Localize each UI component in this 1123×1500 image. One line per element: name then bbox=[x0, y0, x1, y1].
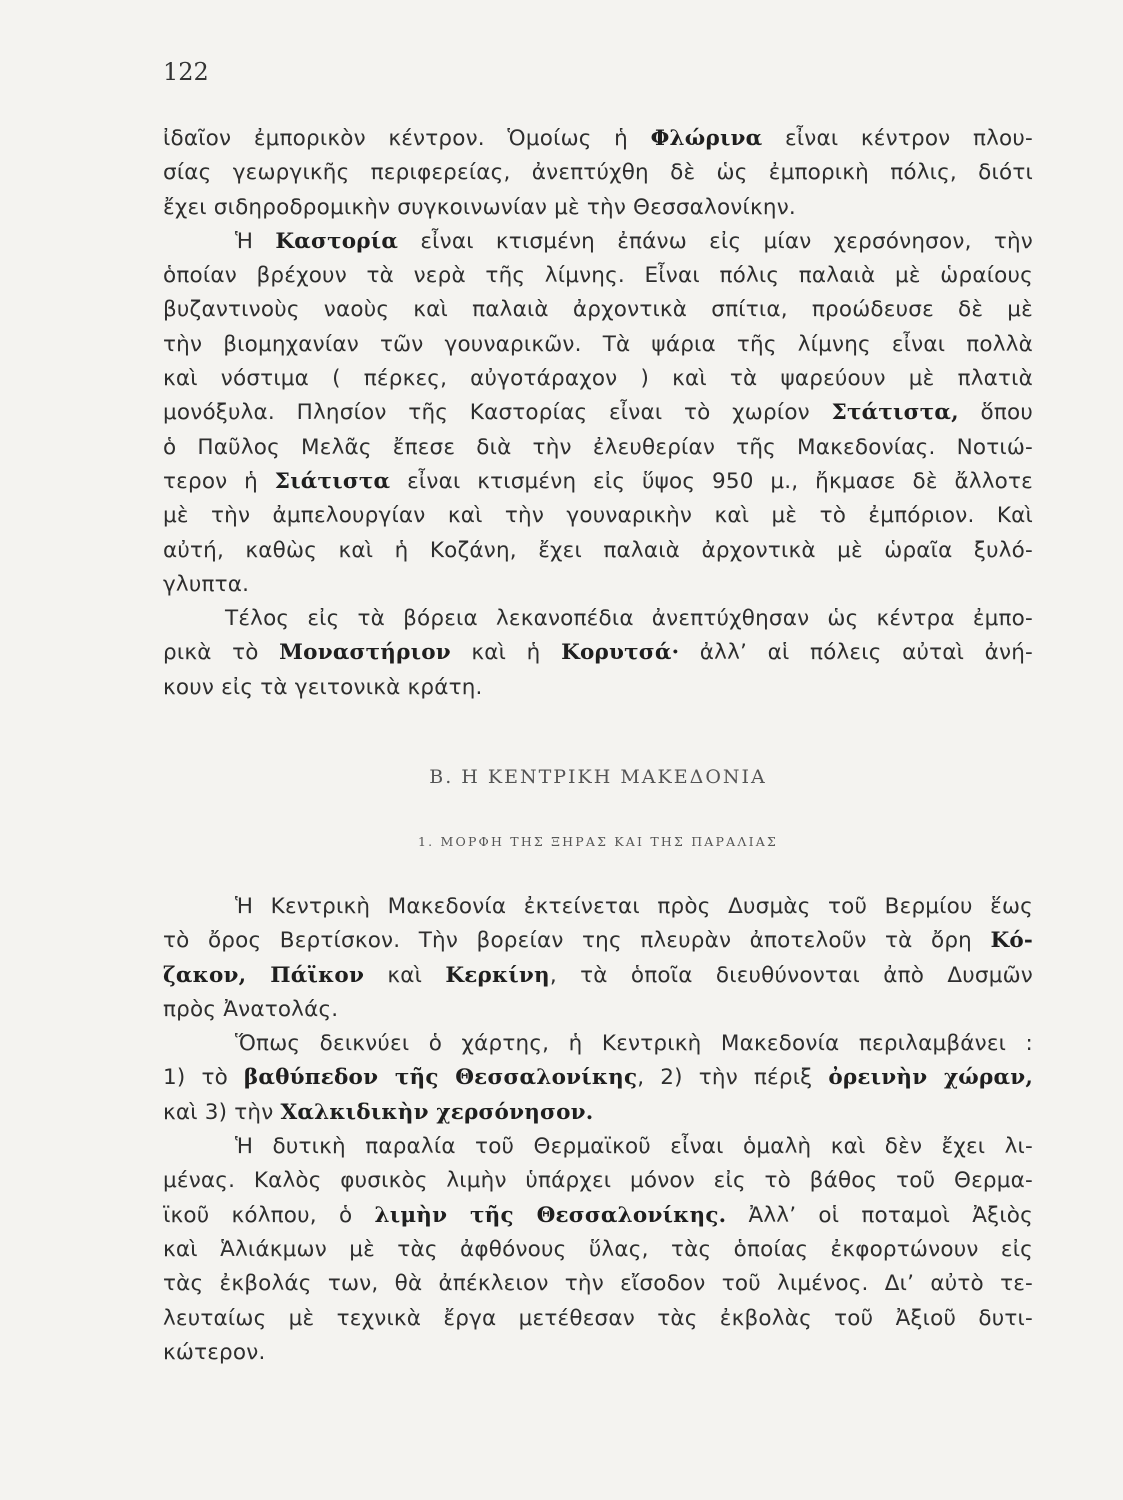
bold-term: Μοναστήριον bbox=[279, 640, 451, 666]
text-line bbox=[163, 636, 1033, 670]
text-run: ὁ Παῦλος Μελᾶς ἔπεσε διὰ τὴν ἐλευθερίαν τῆς Μακεδονίας. Νοτιώ- bbox=[163, 434, 1033, 460]
text-run: γλυπτα. bbox=[163, 571, 250, 597]
text-run: ἀλλ’ αἱ πόλεις αὐταὶ ἀνή- bbox=[679, 640, 1033, 666]
text-line bbox=[163, 499, 1033, 533]
text-run: , τὰ ὁποῖα διευθύνονται ἀπὸ Δυσμῶν bbox=[549, 962, 1033, 988]
text-run: μονόξυλα. Πλησίον τῆς Καστορίας εἶναι τὸ χωρίον bbox=[163, 400, 832, 426]
text-run: πρὸς Ἀνατολάς. bbox=[163, 996, 339, 1022]
text-line bbox=[163, 534, 1033, 568]
bold-term: Στάτιστα, bbox=[831, 400, 959, 426]
text-line bbox=[163, 191, 1033, 225]
text-run: ἰδαῖον ἐμπορικὸν κέντρον. Ὁμοίως ἡ bbox=[163, 126, 651, 151]
text-run: λευταίως μὲ τεχνικὰ ἔργα μετέθεσαν τὰς ἐκβολὰς τοῦ Ἀξιοῦ δυτι- bbox=[163, 1305, 1033, 1331]
text-run: μὲ τὴν ἀμπελουργίαν καὶ τὴν γουναρικὴν καὶ μὲ τὸ ἐμπόριον. Καὶ bbox=[163, 503, 1033, 529]
bold-term: Χαλκιδικὴν χερσόνησον. bbox=[280, 1099, 594, 1125]
text-line bbox=[163, 293, 1033, 327]
text-line bbox=[163, 959, 1033, 993]
text-run: τὴν βιομηχανίαν τῶν γουναρικῶν. Τὰ ψάρια τῆς λίμνης εἶναι πολλὰ bbox=[163, 331, 1033, 357]
subsection-heading: 1. ΜΟΡΦΗ ΤΗΣ ΞΗΡΑΣ ΚΑΙ ΤΗΣ ΠΑΡΑΛΙΑΣ bbox=[418, 834, 778, 849]
text-run: σίας γεωργικῆς περιφερείας, ἀνεπτύχθη δὲ ὡς ἐμπορικὴ πόλις, διότι bbox=[163, 160, 1033, 186]
text-run: ρικὰ τὸ bbox=[163, 640, 280, 666]
text-line bbox=[163, 1267, 1033, 1301]
text-line bbox=[163, 1336, 1033, 1370]
bold-term: λιμὴν τῆς Θεσσαλονίκης. bbox=[374, 1202, 727, 1228]
bold-term: Φλώρινα bbox=[650, 126, 763, 151]
text-run: , 2) τὴν πέριξ bbox=[637, 1065, 829, 1091]
text-line bbox=[163, 1130, 1033, 1164]
bold-term: Κερκίνη bbox=[445, 962, 550, 988]
text-run: τερον ἡ bbox=[163, 468, 275, 494]
text-run: καὶ Ἁλιάκμων μὲ τὰς ἀφθόνους ὕλας, τὰς ὁποίας ἐκφορτώνουν εἰς bbox=[163, 1236, 1033, 1262]
text-line bbox=[163, 1164, 1033, 1198]
text-line bbox=[163, 396, 1033, 430]
text-run: ϊκοῦ κόλπου, ὁ bbox=[163, 1202, 375, 1228]
text-run: ἔχει σιδηροδρομικὴν συγκοινωνίαν μὲ τὴν Θεσσαλονίκην. bbox=[163, 194, 796, 220]
text-run: τὸ ὄρος Βερτίσκον. Τὴν βορείαν της πλευρὰν ἀποτελοῦν τὰ ὄρη bbox=[163, 928, 991, 954]
body-text-block-1 bbox=[163, 122, 1033, 705]
text-run: καὶ νόστιμα ( πέρκες, αὐγοτάραχον ) καὶ τὰ ψαρεύουν μὲ πλατιὰ bbox=[163, 366, 1033, 392]
text-run: Ἡ bbox=[235, 228, 276, 254]
text-run: κώτερον. bbox=[163, 1339, 266, 1365]
bold-term: ζακον, Πάϊκον bbox=[163, 962, 365, 988]
text-run: αὐτή, καθὼς καὶ ἡ Κοζάνη, ἔχει παλαιὰ ἀρχοντικὰ μὲ ὡραῖα ξυλό- bbox=[163, 537, 1033, 563]
text-run: ὅπου bbox=[958, 400, 1033, 426]
text-line bbox=[163, 890, 1033, 924]
text-line bbox=[163, 1302, 1033, 1336]
text-line bbox=[163, 362, 1033, 396]
text-run: τὰς ἐκβολάς των, θὰ ἀπέκλειον τὴν εἴσοδον τοῦ λιμένος. Δι’ αὐτὸ τε- bbox=[163, 1271, 1033, 1297]
text-line bbox=[163, 328, 1033, 362]
body-text-block-2 bbox=[163, 890, 1033, 1370]
text-run: καὶ ἡ bbox=[450, 640, 562, 666]
text-line bbox=[163, 568, 1033, 602]
text-run: καὶ bbox=[364, 962, 446, 988]
text-line bbox=[163, 431, 1033, 465]
text-run: Ὅπως δεικνύει ὁ χάρτης, ἡ Κεντρικὴ Μακεδονία περιλαμβάνει : bbox=[235, 1031, 1033, 1057]
bold-term: Κό- bbox=[990, 928, 1033, 954]
text-line bbox=[163, 1061, 1033, 1095]
text-line bbox=[163, 225, 1033, 259]
text-line bbox=[163, 259, 1033, 293]
text-line bbox=[163, 671, 1033, 705]
text-line bbox=[163, 122, 1033, 156]
text-run: βυζαντινοὺς ναοὺς καὶ παλαιὰ ἀρχοντικὰ σπίτια, προώδευσε δὲ μὲ bbox=[163, 297, 1033, 323]
section-heading: Β. Η ΚΕΝΤΡΙΚΗ ΜΑΚΕΔΟΝΙΑ bbox=[429, 766, 767, 788]
page-number: 122 bbox=[163, 58, 209, 86]
text-run: Ἡ Κεντρικὴ Μακεδονία ἐκτείνεται πρὸς Δυσμὰς τοῦ Βερμίου ἕως bbox=[235, 894, 1033, 919]
text-run: Ἀλλ’ οἱ ποταμοὶ Ἀξιὸς bbox=[726, 1202, 1033, 1228]
text-run: μένας. Καλὸς φυσικὸς λιμὴν ὑπάρχει μόνον εἰς τὸ βάθος τοῦ Θερμα- bbox=[163, 1168, 1033, 1194]
text-line bbox=[163, 602, 1033, 636]
text-run: εἶναι κτισμένη εἰς ὕψος 950 μ., ἤκμασε δὲ ἄλλοτε bbox=[390, 468, 1034, 494]
bold-term: Καστορία bbox=[275, 228, 399, 254]
text-line bbox=[163, 1233, 1033, 1267]
text-run: Τέλος εἰς τὰ βόρεια λεκανοπέδια ἀνεπτύχθησαν ὡς κέντρα ἐμπο- bbox=[225, 606, 1033, 632]
text-run: εἶναι κτισμένη ἐπάνω εἰς μίαν χερσόνησον, τὴν bbox=[398, 228, 1033, 254]
text-line bbox=[163, 1199, 1033, 1233]
text-line bbox=[163, 1027, 1033, 1061]
text-line bbox=[163, 465, 1033, 499]
text-run: καὶ 3) τὴν bbox=[163, 1099, 281, 1125]
text-run: εἶναι κέντρον πλου- bbox=[762, 126, 1033, 151]
bold-term: βαθύπεδον τῆς Θεσσαλονίκης bbox=[243, 1065, 638, 1091]
text-line bbox=[163, 1096, 1033, 1130]
text-run: Ἡ δυτικὴ παραλία τοῦ Θερμαϊκοῦ εἶναι ὁμαλὴ καὶ δὲν ἔχει λι- bbox=[235, 1134, 1033, 1160]
text-run: κουν εἰς τὰ γειτονικὰ κράτη. bbox=[163, 674, 483, 700]
text-run: ὁποίαν βρέχουν τὰ νερὰ τῆς λίμνης. Εἶναι πόλις παλαιὰ μὲ ὡραίους bbox=[163, 263, 1033, 289]
text-line bbox=[163, 993, 1033, 1027]
bold-term: Κορυτσά· bbox=[561, 640, 680, 666]
text-line bbox=[163, 924, 1033, 958]
text-line bbox=[163, 156, 1033, 190]
bold-term: ὀρεινὴν χώραν, bbox=[828, 1065, 1034, 1091]
bold-term: Σιάτιστα bbox=[274, 468, 391, 494]
text-run: 1) τὸ bbox=[163, 1065, 244, 1091]
